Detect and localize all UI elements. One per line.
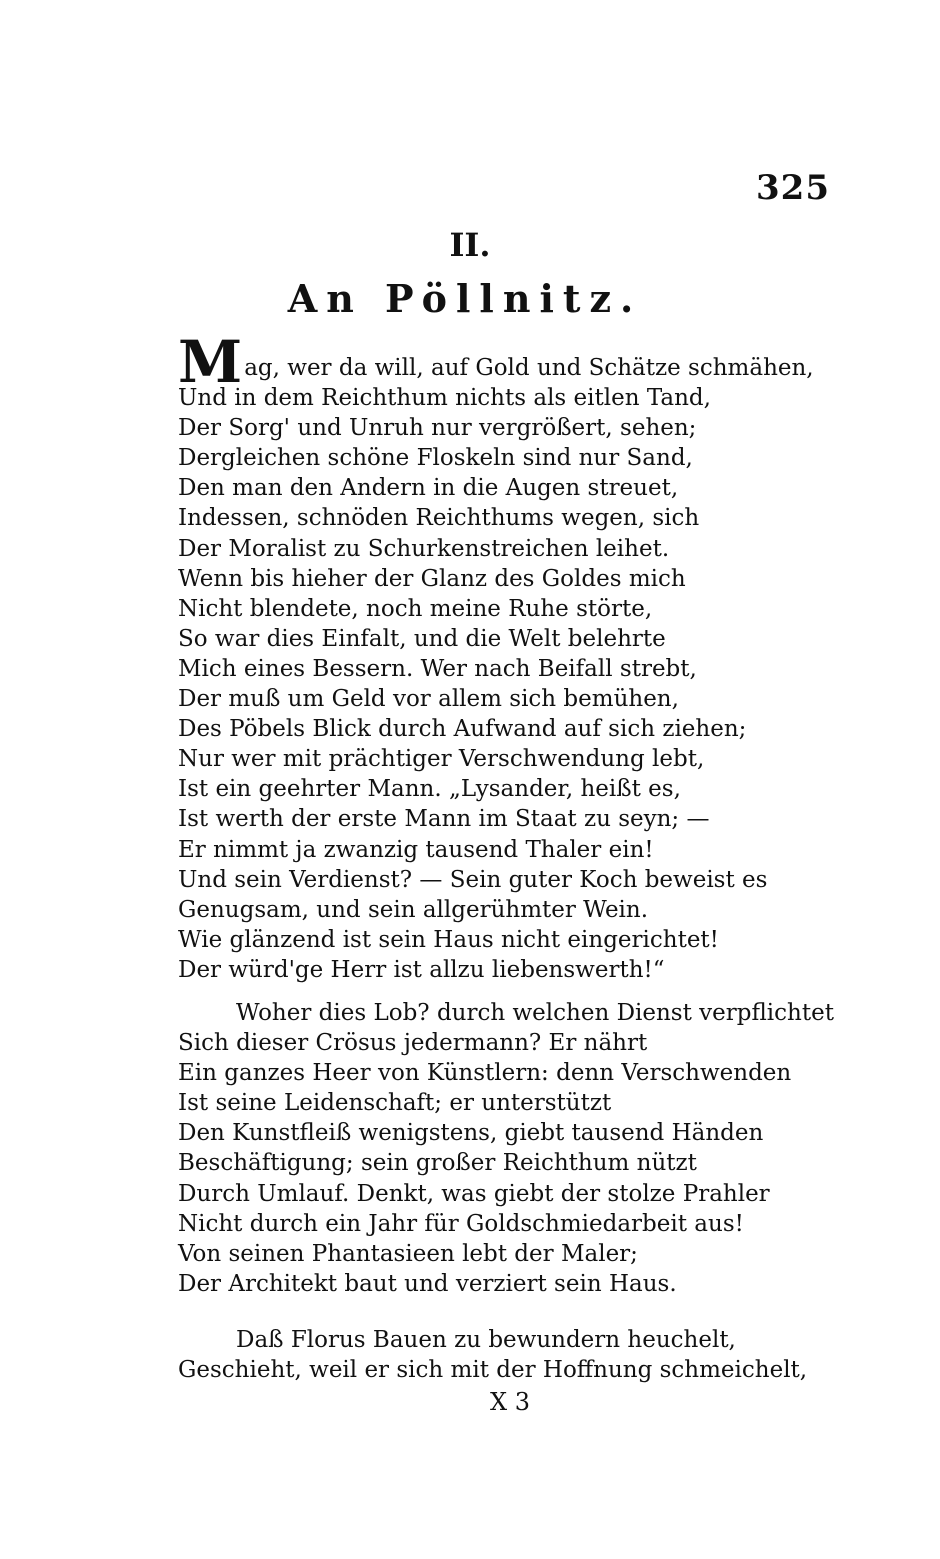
poem-title: An Pöllnitz. (287, 276, 643, 321)
poem-line: Und in dem Reichthum nichts als eitlen Tand, (178, 385, 711, 412)
poem-line: Von seinen Phantasieen lebt der Maler; (178, 1240, 638, 1267)
poem-line: Sich dieser Crösus jedermann? Er nährt (178, 1030, 648, 1057)
poem-line: Des Pöbels Blick durch Aufwand auf sich ziehen; (178, 716, 747, 743)
poem-line: Der Architekt baut und verziert sein Haus. (178, 1270, 677, 1297)
poem-line: Den man den Andern in die Augen streuet, (178, 475, 679, 502)
poem-line: Woher dies Lob? durch welchen Dienst verpflichtet (236, 1000, 834, 1026)
poem-line: Nicht blendete, noch meine Ruhe störte, (178, 595, 653, 622)
drop-cap: M (178, 328, 243, 396)
poem-line: Indessen, schnöden Reichthums wegen, sich (178, 505, 700, 532)
poem-line: Ist seine Leidenschaft; er unterstützt (178, 1090, 612, 1117)
poem-line: Beschäftigung; sein großer Reichthum nützt (178, 1150, 697, 1177)
poem-line: Den Kunstfleiß wenigstens, giebt tausend Händen (178, 1120, 764, 1147)
poem-line: Und sein Verdienst? — Sein guter Koch beweist es (178, 866, 768, 893)
poem-line: Genugsam, und sein allgerühmter Wein. (178, 896, 649, 923)
poem-line: Dergleichen schöne Floskeln sind nur Sand, (178, 445, 693, 472)
poem-line: Wenn bis hieher der Glanz des Goldes mich (178, 565, 686, 592)
signature-mark: X 3 (490, 1388, 530, 1416)
poem-line: Daß Florus Bauen zu bewundern heuchelt, (236, 1327, 736, 1353)
poem-line: Der Moralist zu Schurkenstreichen leihet. (178, 535, 670, 562)
poem-line: Der Sorg' und Unruh nur vergrößert, sehen; (178, 415, 697, 442)
poem-line: Wie glänzend ist sein Haus nicht eingerichtet! (178, 926, 719, 953)
poem-line: Der würd'ge Herr ist allzu liebenswerth!“ (178, 956, 665, 983)
poem-line: Durch Umlauf. Denkt, was giebt der stolze Prahler (178, 1180, 770, 1207)
poem-line: Nur wer mit prächtiger Verschwendung lebt, (178, 746, 705, 773)
stanza-1 (178, 328, 818, 985)
first-line-text: ag, wer da will, auf Gold und Schätze schmähen, (244, 355, 814, 381)
poem-line: Der muß um Geld vor allem sich bemühen, (178, 686, 679, 713)
poem-line: Geschieht, weil er sich mit der Hoffnung schmeichelt, (178, 1357, 808, 1384)
page-number: 325 (756, 168, 830, 208)
poem-line: So war dies Einfalt, und die Welt belehrte (178, 625, 666, 652)
poem-line (178, 328, 818, 396)
stanza-3 (178, 1325, 818, 1385)
poem-line: Ist werth der erste Mann im Staat zu seyn; — (178, 806, 710, 833)
poem-line: Nicht durch ein Jahr für Goldschmiedarbeit aus! (178, 1210, 744, 1237)
poem-line: Ein ganzes Heer von Künstlern: denn Verschwenden (178, 1060, 792, 1087)
section-number: II. (449, 226, 491, 264)
poem-line: Ist ein geehrter Mann. „Lysander, heißt es, (178, 776, 681, 803)
stanza-2 (178, 998, 834, 1299)
poem-line: Er nimmt ja zwanzig tausend Thaler ein! (178, 836, 654, 863)
poem-line: Mich eines Bessern. Wer nach Beifall strebt, (178, 655, 697, 682)
